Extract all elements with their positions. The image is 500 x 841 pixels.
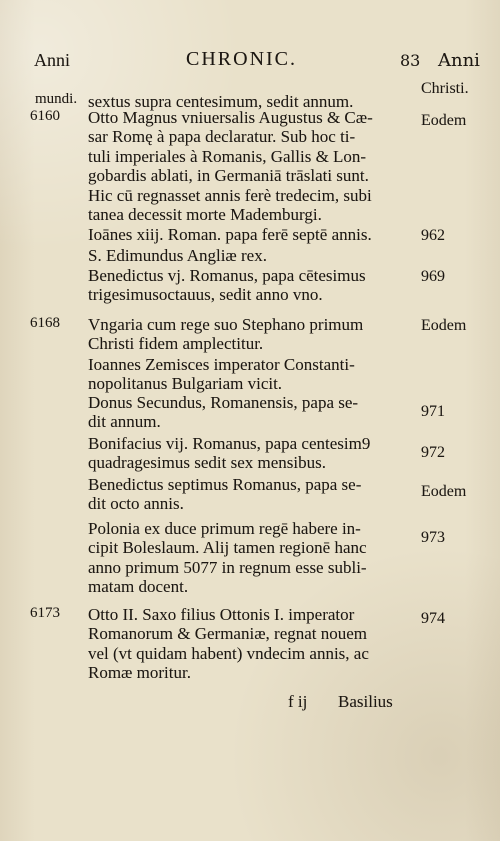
signature-mark: f ij <box>288 692 308 711</box>
entry-christi: Eodem <box>421 483 467 500</box>
entry-text: Donus Secundus, Romanensis, papa se- dit annum. <box>88 393 359 432</box>
page-header <box>34 44 480 76</box>
christi-label: Christi. <box>421 80 469 97</box>
entry-year: 6160 <box>30 108 60 124</box>
catchword: Basilius <box>338 692 393 711</box>
entry-christi: Eodem <box>421 112 467 129</box>
entry-year: 6168 <box>30 315 60 331</box>
entry-text: Otto II. Saxo filius Ottonis I. imperator Romanorum & Germaniæ, regnat nouem vel (vt quidam habent) vndecim annis, ac Romæ moritur. <box>88 605 369 683</box>
entry-christi: 969 <box>421 268 445 285</box>
header-title: CHRONIC. <box>186 48 298 70</box>
mundi-label: mundi. <box>35 91 78 107</box>
entry-text: sextus supra centesimum, sedit annum. <box>88 92 354 111</box>
entry-text: Bonifacius vij. Romanus, papa centesim9 quadragesimus sedit sex mensibus. <box>88 434 371 473</box>
entry-text: Vngaria cum rege suo Stephano primum Christi fidem amplectitur. <box>88 315 364 354</box>
entry-christi: 962 <box>421 227 445 244</box>
entry-text: Ioānes xiij. Roman. papa ferē septē annis. <box>88 225 372 244</box>
entry-text: S. Edimundus Angliæ rex. <box>88 246 267 265</box>
entry-christi: 974 <box>421 610 445 627</box>
header-left-label: Anni <box>34 50 70 70</box>
entry-christi: 972 <box>421 444 445 461</box>
entry-text: Ioannes Zemisces imperator Constanti- nopolitanus Bulgariam vicit. <box>88 355 355 394</box>
entry-text: Polonia ex duce primum regē habere in- cipit Boleslaum. Alij tamen regionē hanc anno primum 5077 in regnum esse subli- matam docent. <box>88 519 367 597</box>
header-right-label: Anni <box>438 50 480 71</box>
entry-christi: 971 <box>421 403 445 420</box>
page-number: 83 <box>400 51 421 70</box>
entry-christi: Eodem <box>421 317 467 334</box>
entry-text: Benedictus septimus Romanus, papa se- dit octo annis. <box>88 475 362 514</box>
entry-text: Benedictus vj. Romanus, papa cētesimus trigesimusoctauus, sedit anno vno. <box>88 266 366 305</box>
entry-text: Otto Magnus vniuersalis Augustus & Cæ- sar Romę à papa declaratur. Sub hoc ti- tuli imperiales à Romanis, Gallis & Lon- gobardis ablati, in Germaniā trāslati sunt. Hic cū regnasset annis ferè tredecim, subi tanea decessit morte Mademburgi. <box>88 108 373 224</box>
entry-year: 6173 <box>30 605 60 621</box>
entry-christi: 973 <box>421 529 445 546</box>
